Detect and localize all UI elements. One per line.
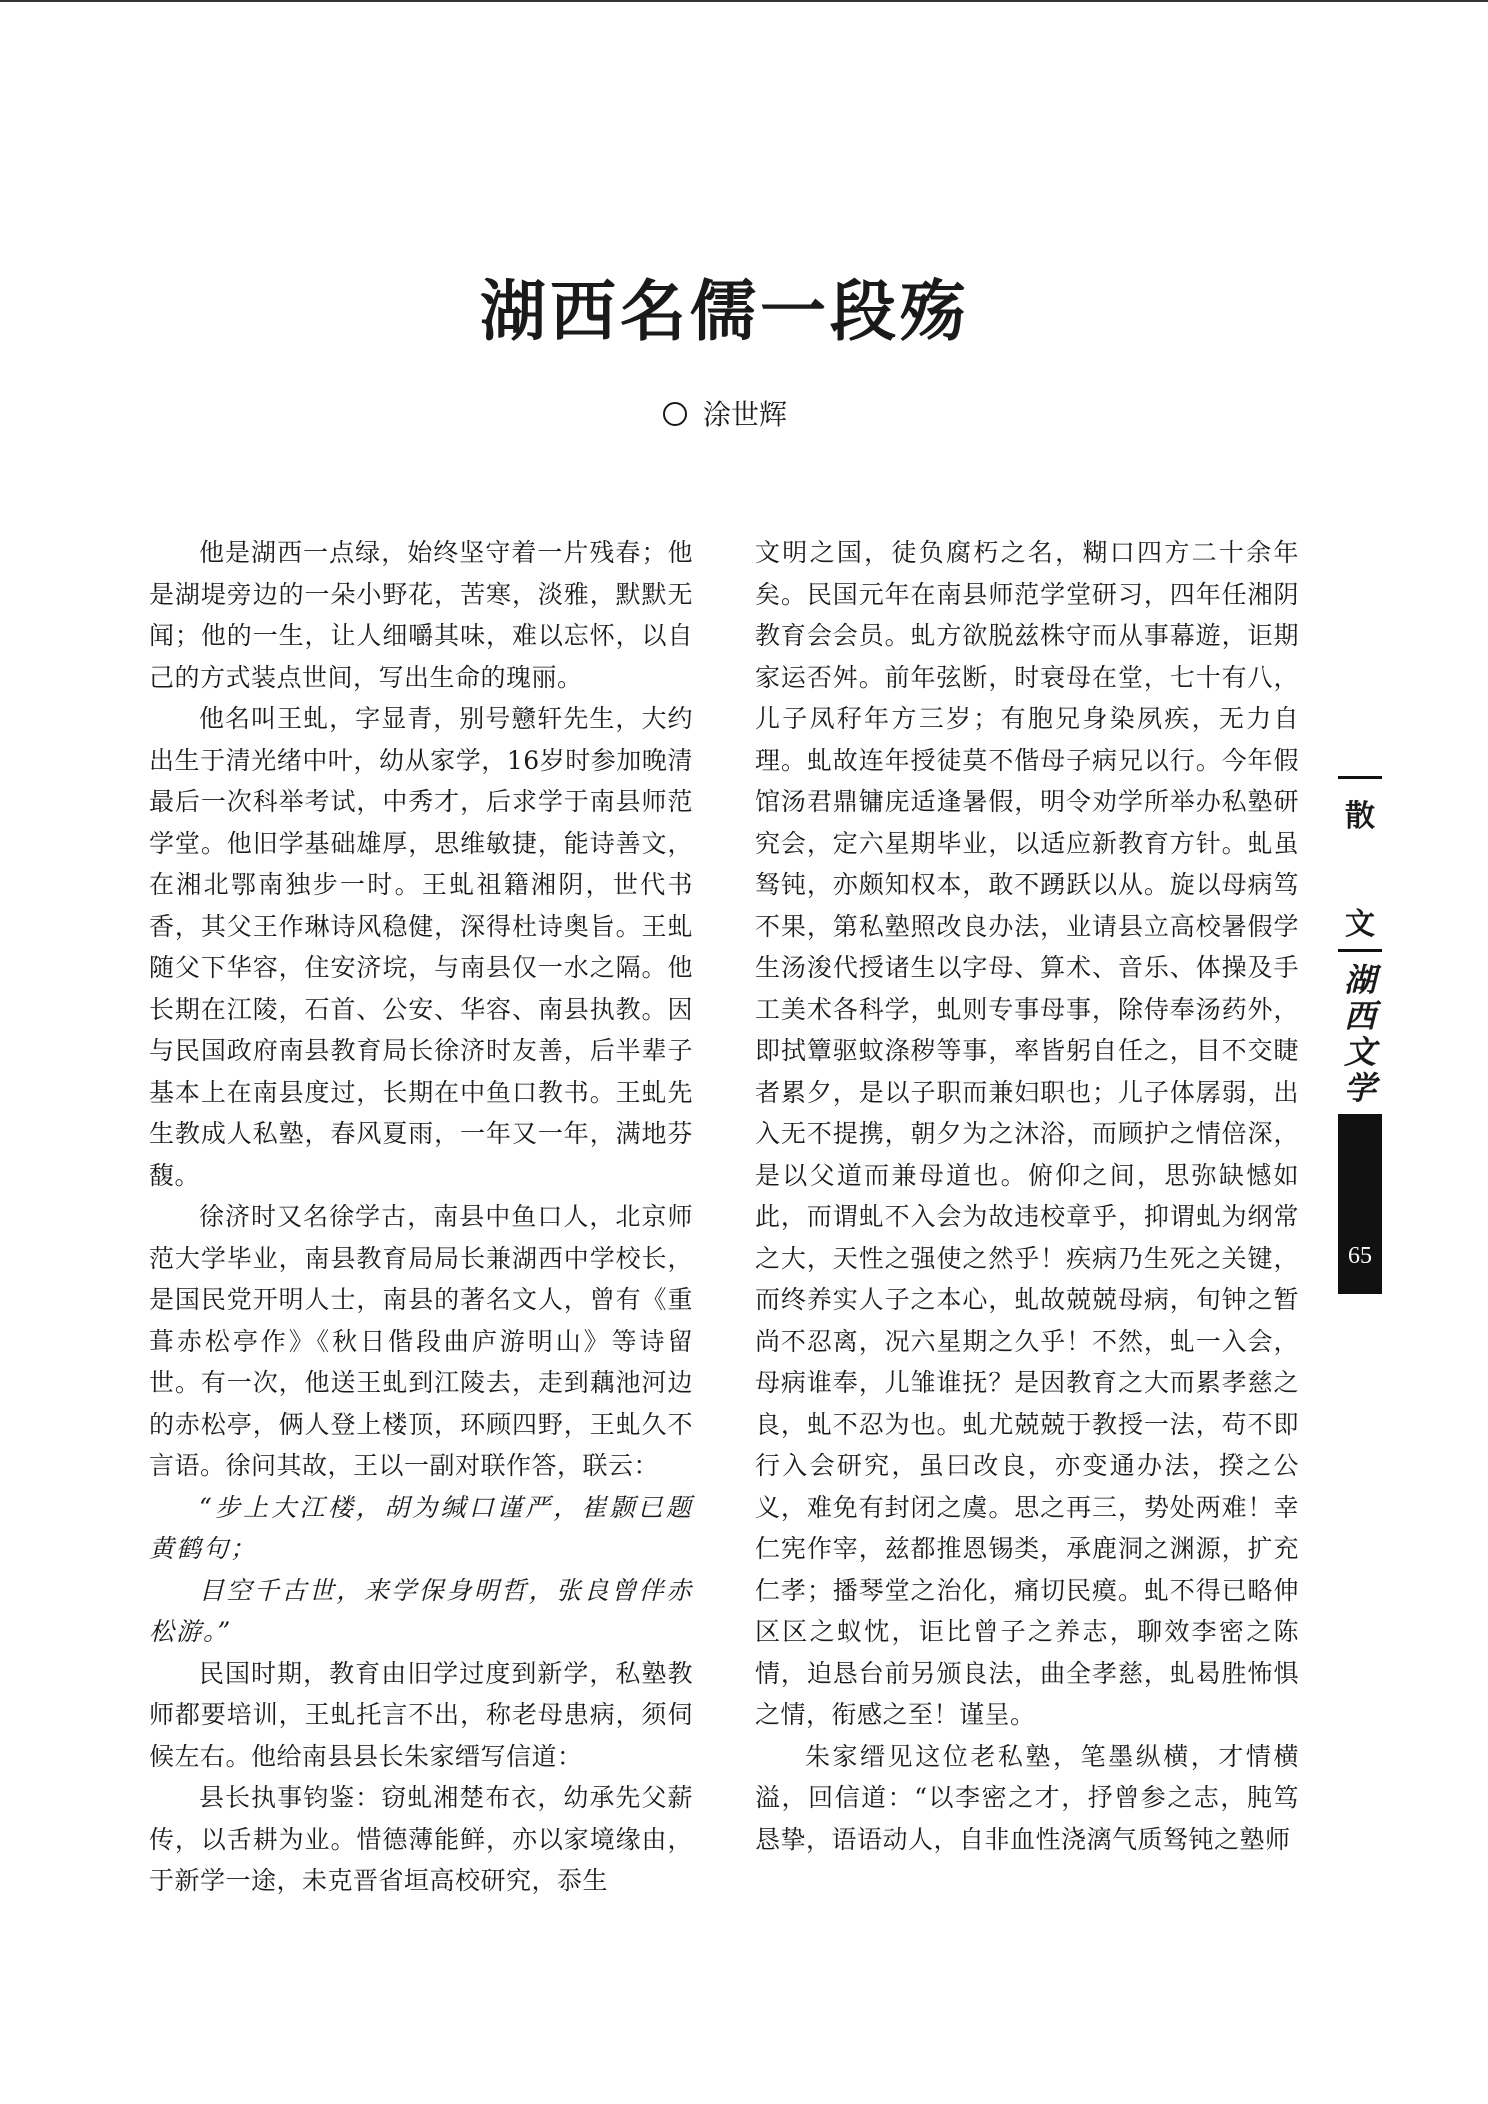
paragraph: 朱家缙见这位老私塾，笔墨纵横，才情横溢，回信道：“以李密之才，抒曾参之志，肫笃恳挚，语语动人，自非血性浇漓气质驽钝之塾师 [755, 1741, 1299, 1854]
magazine-logo-char: 西 [1343, 997, 1376, 1035]
section-label: 散 [1345, 799, 1375, 834]
left-column [149, 532, 693, 1902]
page-number-tab [1338, 1114, 1382, 1294]
divider [1338, 776, 1382, 779]
divider [1338, 949, 1382, 952]
top-rule [0, 0, 1488, 2]
magazine-logo-char: 学 [1343, 1069, 1376, 1107]
section-sidebar [1338, 776, 1382, 1294]
section-label: 文 [1345, 907, 1375, 942]
circle-icon [663, 402, 687, 426]
article-title: 湖西名儒一段殇 [480, 273, 970, 350]
magazine-logo-char: 文 [1343, 1033, 1376, 1071]
paragraph: 民国时期，教育由旧学过度到新学，私塾教师都要培训，王虬托言不出，称老母患病，须伺候左右。他给南县县长朱家缙写信道： [149, 1658, 693, 1771]
couplet-line: “步上大江楼，胡为缄口谨严，崔颢已题黄鹤句； [149, 1492, 693, 1563]
paragraph: 他名叫王虬，字显青，别号戆轩先生，大约出生于清光绪中叶，幼从家学，16岁时参加晚清最后一次科举考试，中秀才，后求学于南县师范学堂。他旧学基础雄厚，思维敏捷，能诗善文，在湘北鄂南独步一时。王虬祖籍湘阴，世代书香，其父王作琳诗风稳健，深得杜诗奥旨。王虬随父下华容，住安济垸，与南县仅一水之隔。他长期在江陵，石首、公安、华容、南县执教。因与民国政府南县教育局长徐济时友善，后半辈子基本上在南县度过，长期在中鱼口教书。王虬先生教成人私塾，春风夏雨，一年又一年，满地芬馥。 [149, 704, 693, 1190]
couplet-line: 目空千古世，来学保身明哲，张良曾伴赤松游。” [149, 1575, 693, 1646]
paragraph: 他是湖西一点绿，始终坚守着一片残春；他是湖堤旁边的一朵小野花，苦寒，淡雅，默默无闻；他的一生，让人细嚼其味，难以忘怀，以自己的方式装点世间，写出生命的瑰丽。 [149, 538, 693, 692]
byline [0, 395, 1450, 435]
paragraph: 徐济时又名徐学古，南县中鱼口人，北京师范大学毕业，南县教育局局长兼湖西中学校长，是国民党开明人士，南县的著名文人，曾有《重葺赤松亭作》《秋日偕段曲庐游明山》等诗留世。有一次，他送王虬到江陵去，走到藕池河边的赤松亭，俩人登上楼顶，环顾四野，王虬久不言语。徐问其故，王以一副对联作答，联云： [149, 1202, 693, 1480]
paragraph: 县长执事钧鉴：窃虬湘楚布衣，幼承先父薪传，以舌耕为业。惜德薄能鲜，亦以家境缘由，于新学一途，未克晋省垣高校研究，忝生 [149, 1783, 693, 1895]
magazine-logo-char: 湖 [1343, 961, 1376, 999]
right-column [755, 532, 1299, 1860]
magazine-logo [1338, 962, 1382, 1106]
page-number: 65 [1348, 1243, 1372, 1269]
paragraph: 文明之国，徒负腐朽之名，糊口四方二十余年矣。民国元年在南县师范学堂研习，四年任湘阴教育会会员。虬方欲脱兹株守而从事幕遊，讵期家运否舛。前年弦断，时衰母在堂，七十有八，儿子凤秄年方三岁；有胞兄身染夙疾，无力自理。虬故连年授徒莫不偕母子病兄以行。今年假馆汤君鼎镛庑适逢暑假，明令劝学所举办私塾研究会，定六星期毕业，以适应新教育方针。虬虽驽钝，亦颇知权本，敢不踴跃以从。旋以母病笃不果，第私塾照改良办法，业请县立高校暑假学生汤浚代授诸生以字母、算术、音乐、体操及手工美术各科学，虬则专事母事，除侍奉汤药外，即拭簟驱蚊涤秽等事，率皆躬自任之，目不交睫者累夕，是以子职而兼妇职也；儿子体孱弱，出入无不提携，朝夕为之沐浴，而顾护之情倍深，是以父道而兼母道也。俯仰之间，思弥缺憾如此，而谓虬不入会为故违校章乎，抑谓虬为纲常之大，天性之强使之然乎！疾病乃生死之关键，而终养实人子之本心，虬故兢兢母病，旬钟之暂尚不忍离，况六星期之久乎！不然，虬一入会，母病谁奉，儿雏谁抚？是因教育之大而累孝慈之良，虬不忍为也。虬尤兢兢于教授一法，苟不即行入会研究，虽曰改良，亦变通办法，揆之公义，难免有封闭之虞。思之再三，势处两难！幸仁宪作宰，兹都推恩锡类，承鹿洞之渊源，扩充仁孝；播琴堂之治化，痛切民瘼。虬不得已略伸区区之蚁忱，讵比曾子之养志，聊效李密之陈情，迫恳台前另颁良法，曲全孝慈，虬曷胜怖惧之情，衔感之至！谨呈。 [755, 538, 1299, 1729]
author-name: 涂世辉 [702, 398, 787, 431]
